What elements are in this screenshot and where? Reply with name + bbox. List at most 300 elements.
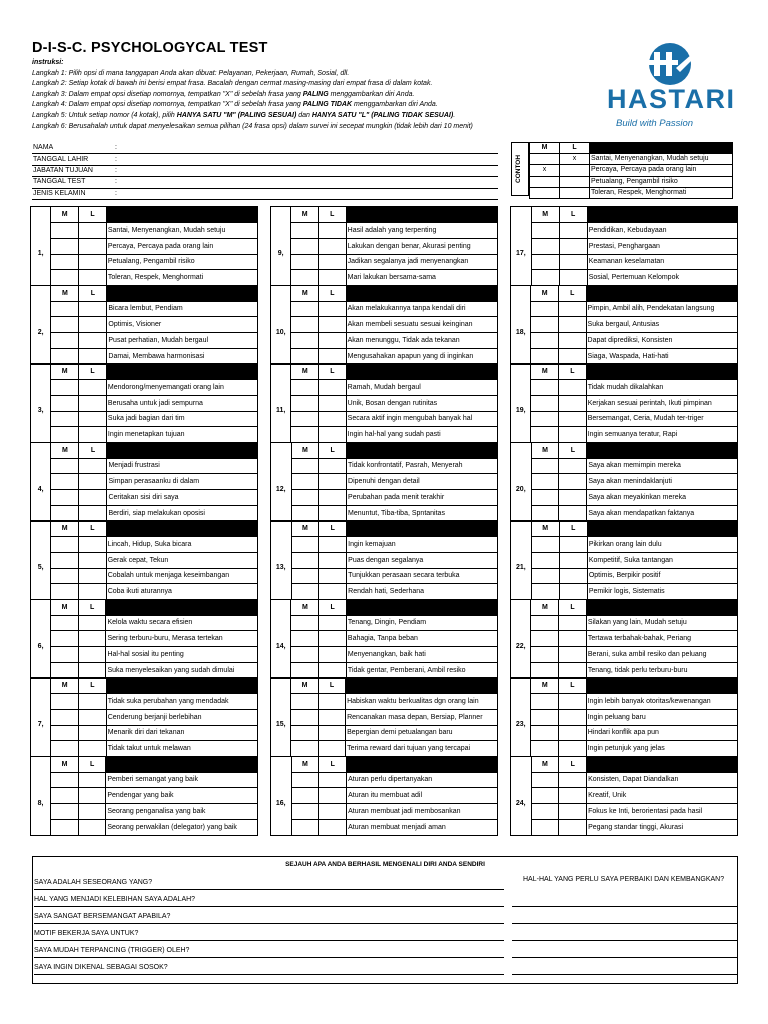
most-checkbox[interactable] bbox=[51, 348, 79, 364]
group-head-m: M bbox=[531, 442, 559, 458]
most-checkbox[interactable] bbox=[531, 568, 559, 584]
reflection-question[interactable]: HAL YANG MENJADI KELEBIHAN SAYA ADALAH? bbox=[34, 891, 504, 907]
least-checkbox[interactable] bbox=[319, 395, 347, 411]
least-checkbox[interactable] bbox=[319, 584, 347, 600]
most-checkbox[interactable] bbox=[531, 694, 559, 710]
least-checkbox[interactable] bbox=[78, 804, 106, 820]
least-checkbox[interactable] bbox=[559, 804, 587, 820]
least-checkbox[interactable] bbox=[559, 238, 587, 254]
least-checkbox[interactable] bbox=[78, 772, 106, 788]
group-head-m: M bbox=[531, 756, 559, 772]
group-header-row bbox=[511, 521, 738, 537]
improvement-line[interactable] bbox=[512, 891, 737, 907]
most-checkbox[interactable] bbox=[531, 254, 559, 270]
option-phrase: Keamanan keselamatan bbox=[587, 254, 737, 270]
group-number-head bbox=[271, 599, 291, 615]
most-checkbox[interactable] bbox=[51, 505, 79, 521]
least-checkbox[interactable] bbox=[559, 411, 587, 427]
most-checkbox[interactable] bbox=[531, 223, 559, 239]
option-phrase: Toleran, Respek, Menghormati bbox=[106, 270, 257, 286]
least-checkbox[interactable] bbox=[559, 568, 587, 584]
least-checkbox[interactable] bbox=[319, 505, 347, 521]
least-checkbox[interactable] bbox=[319, 317, 347, 333]
option-row bbox=[511, 709, 738, 725]
identity-row bbox=[32, 165, 498, 176]
least-checkbox[interactable] bbox=[318, 741, 345, 757]
most-checkbox[interactable] bbox=[51, 254, 79, 270]
least-checkbox[interactable] bbox=[319, 819, 347, 835]
most-checkbox[interactable] bbox=[51, 584, 79, 600]
most-checkbox[interactable] bbox=[291, 270, 319, 286]
most-checkbox[interactable] bbox=[291, 788, 319, 804]
identity-input[interactable] bbox=[126, 143, 498, 154]
option-phrase: Optimis, Berpikir positif bbox=[587, 568, 737, 584]
question-group bbox=[270, 520, 498, 600]
most-checkbox[interactable] bbox=[291, 474, 319, 490]
option-phrase: Aturan itu membuat adil bbox=[347, 788, 498, 804]
most-checkbox[interactable] bbox=[291, 631, 319, 647]
most-checkbox[interactable] bbox=[531, 615, 559, 631]
least-checkbox[interactable] bbox=[559, 395, 587, 411]
group-header-row bbox=[511, 599, 738, 615]
most-checkbox[interactable] bbox=[291, 819, 319, 835]
group-number-head bbox=[511, 364, 531, 380]
least-checkbox[interactable] bbox=[559, 772, 587, 788]
least-checkbox[interactable] bbox=[79, 395, 107, 411]
least-checkbox[interactable] bbox=[559, 788, 587, 804]
least-checkbox[interactable] bbox=[319, 662, 347, 678]
group-head-m: M bbox=[291, 599, 319, 615]
least-checkbox[interactable] bbox=[559, 317, 587, 333]
option-phrase: Suka jadi bagian dari tim bbox=[106, 411, 257, 427]
most-checkbox[interactable] bbox=[531, 348, 559, 364]
least-checkbox[interactable] bbox=[318, 223, 346, 239]
most-checkbox[interactable] bbox=[531, 411, 559, 427]
most-checkbox[interactable] bbox=[531, 270, 559, 286]
most-checkbox[interactable] bbox=[291, 804, 319, 820]
most-checkbox[interactable] bbox=[291, 568, 319, 584]
reflection-question[interactable]: SAYA MUDAH TERPANCING (TRIGGER) OLEH? bbox=[34, 942, 504, 958]
option-row bbox=[31, 725, 258, 741]
most-checkbox[interactable] bbox=[291, 238, 319, 254]
option-phrase: Tidak takut untuk melawan bbox=[106, 741, 257, 757]
option-phrase: Saya akan meyakinkan mereka bbox=[587, 490, 738, 506]
most-checkbox[interactable] bbox=[291, 427, 319, 443]
group-head-l: L bbox=[319, 521, 347, 537]
most-checkbox[interactable] bbox=[51, 490, 79, 506]
least-checkbox[interactable] bbox=[559, 725, 587, 741]
most-checkbox[interactable] bbox=[531, 804, 559, 820]
least-checkbox[interactable] bbox=[79, 301, 107, 317]
least-checkbox[interactable] bbox=[319, 552, 347, 568]
identity-input[interactable] bbox=[126, 165, 498, 176]
most-checkbox[interactable] bbox=[291, 584, 319, 600]
least-checkbox[interactable] bbox=[318, 709, 345, 725]
identity-separator: : bbox=[114, 143, 126, 154]
least-checkbox[interactable] bbox=[559, 301, 587, 317]
least-checkbox[interactable] bbox=[559, 270, 587, 286]
question-group bbox=[30, 756, 258, 836]
option-phrase: Secara aktif ingin mengubah banyak hal bbox=[346, 411, 497, 427]
most-checkbox[interactable] bbox=[51, 411, 79, 427]
group-number-head bbox=[511, 756, 532, 772]
group-header-row bbox=[31, 756, 258, 772]
most-checkbox[interactable] bbox=[51, 568, 79, 584]
option-row bbox=[511, 458, 738, 474]
option-row bbox=[31, 772, 258, 788]
least-checkbox[interactable] bbox=[319, 788, 347, 804]
option-phrase: Optimis, Visioner bbox=[107, 317, 258, 333]
least-checkbox[interactable] bbox=[559, 819, 587, 835]
most-checkbox[interactable] bbox=[51, 694, 79, 710]
most-checkbox[interactable] bbox=[531, 741, 559, 757]
least-checkbox[interactable] bbox=[319, 333, 347, 349]
most-checkbox[interactable] bbox=[51, 772, 79, 788]
least-checkbox[interactable] bbox=[559, 709, 587, 725]
option-row bbox=[271, 694, 498, 710]
least-checkbox[interactable] bbox=[79, 568, 107, 584]
improvement-line[interactable] bbox=[512, 959, 737, 975]
improvement-line[interactable] bbox=[512, 908, 737, 924]
least-checkbox[interactable] bbox=[318, 725, 345, 741]
most-checkbox[interactable] bbox=[291, 411, 319, 427]
option-row bbox=[511, 333, 738, 349]
least-checkbox[interactable] bbox=[559, 458, 587, 474]
most-checkbox[interactable] bbox=[51, 552, 79, 568]
instruction-line: Langkah 5: Untuk setiap nomor (4 kotak), pilih HANYA SATU "M" (PALING SESUAI) dan HANYA SATU "L" (PALING TIDAK SESUAI). bbox=[32, 111, 456, 119]
instruction-line: Langkah 3: Dalam empat opsi disetiap nomornya, tempatkan "X" di sebelah frasa yang PALING menggambarkan diri Anda. bbox=[32, 90, 415, 98]
option-phrase: Hindari konflik apa pun bbox=[586, 725, 737, 741]
improvement-line[interactable] bbox=[512, 942, 737, 958]
option-phrase: Ingin semuanya teratur, Rapi bbox=[586, 427, 737, 443]
most-checkbox[interactable] bbox=[291, 223, 319, 239]
least-checkbox[interactable] bbox=[79, 333, 107, 349]
least-checkbox[interactable] bbox=[78, 647, 106, 663]
question-group bbox=[270, 756, 498, 836]
least-checkbox[interactable] bbox=[79, 427, 107, 443]
most-checkbox[interactable] bbox=[531, 788, 559, 804]
least-checkbox[interactable] bbox=[559, 380, 587, 396]
least-checkbox[interactable] bbox=[79, 490, 107, 506]
least-checkbox[interactable] bbox=[318, 238, 346, 254]
most-checkbox[interactable] bbox=[51, 270, 79, 286]
most-checkbox[interactable] bbox=[531, 427, 559, 443]
option-row bbox=[271, 317, 498, 333]
least-checkbox[interactable] bbox=[319, 615, 347, 631]
most-checkbox[interactable] bbox=[291, 725, 318, 741]
most-checkbox[interactable] bbox=[51, 301, 79, 317]
instruction-line: Langkah 6: Berusahalah untuk dapat menyelesaikan semua pilihan (24 frasa opsi) dalam survei ini secepat mungkin (tidak lebih dari 10 menit) bbox=[32, 122, 473, 130]
option-phrase: Konsisten, Dapat Diandalkan bbox=[587, 772, 738, 788]
most-checkbox[interactable] bbox=[291, 380, 319, 396]
question-group bbox=[510, 520, 738, 600]
group-head-l: L bbox=[78, 599, 106, 615]
most-checkbox[interactable] bbox=[51, 395, 79, 411]
most-checkbox[interactable] bbox=[51, 317, 79, 333]
most-checkbox[interactable] bbox=[531, 772, 559, 788]
option-phrase: Habiskan waktu berkualitas dgn orang lain bbox=[346, 694, 498, 710]
most-checkbox[interactable] bbox=[291, 772, 319, 788]
most-checkbox[interactable] bbox=[291, 254, 319, 270]
least-checkbox[interactable] bbox=[79, 474, 107, 490]
improvement-line[interactable] bbox=[512, 925, 737, 941]
most-checkbox[interactable] bbox=[51, 662, 79, 678]
group-head-bar bbox=[347, 442, 498, 458]
example-phrase: Santai, Menyenangkan, Mudah setuju bbox=[590, 154, 733, 165]
most-checkbox[interactable] bbox=[291, 647, 319, 663]
most-checkbox[interactable] bbox=[51, 333, 79, 349]
group-number: 16, bbox=[271, 772, 292, 835]
least-checkbox[interactable] bbox=[78, 819, 106, 835]
most-checkbox[interactable] bbox=[291, 694, 318, 710]
option-row bbox=[271, 395, 498, 411]
question-group bbox=[510, 756, 738, 836]
least-checkbox[interactable] bbox=[79, 458, 107, 474]
group-header-row bbox=[31, 521, 258, 537]
option-phrase: Pegang standar tinggi, Akurasi bbox=[587, 819, 738, 835]
most-checkbox[interactable] bbox=[51, 238, 79, 254]
least-checkbox[interactable] bbox=[559, 348, 587, 364]
least-checkbox[interactable] bbox=[319, 427, 347, 443]
most-checkbox[interactable] bbox=[51, 458, 79, 474]
most-checkbox[interactable] bbox=[531, 395, 559, 411]
least-checkbox[interactable] bbox=[78, 788, 106, 804]
least-checkbox[interactable] bbox=[319, 631, 347, 647]
example-row bbox=[530, 187, 733, 198]
least-checkbox[interactable] bbox=[559, 333, 587, 349]
group-number: 22, bbox=[511, 615, 531, 678]
example-head-l: L bbox=[560, 143, 590, 154]
most-checkbox[interactable] bbox=[531, 552, 559, 568]
example-table bbox=[529, 142, 733, 199]
least-checkbox[interactable] bbox=[559, 631, 587, 647]
most-checkbox[interactable] bbox=[51, 380, 79, 396]
improvement-header: HAL-HAL YANG PERLU SAYA PERBAIKI DAN KEMBANGKAN? bbox=[523, 876, 725, 883]
least-checkbox[interactable] bbox=[559, 694, 587, 710]
group-head-m: M bbox=[51, 207, 79, 223]
least-checkbox[interactable] bbox=[79, 254, 107, 270]
most-checkbox[interactable] bbox=[291, 709, 318, 725]
most-checkbox[interactable] bbox=[531, 490, 559, 506]
least-checkbox[interactable] bbox=[319, 380, 347, 396]
least-checkbox[interactable] bbox=[559, 615, 587, 631]
option-row bbox=[271, 380, 498, 396]
option-phrase: Menuntut, Tiba-tiba, Spntanitas bbox=[347, 505, 498, 521]
most-checkbox[interactable] bbox=[51, 427, 79, 443]
most-checkbox[interactable] bbox=[531, 709, 559, 725]
option-row bbox=[271, 505, 498, 521]
least-checkbox[interactable] bbox=[79, 348, 107, 364]
option-phrase: Unik, Bosan dengan rutinitas bbox=[346, 395, 497, 411]
most-checkbox[interactable] bbox=[531, 584, 559, 600]
most-checkbox[interactable] bbox=[291, 490, 319, 506]
most-checkbox[interactable] bbox=[291, 662, 319, 678]
least-checkbox[interactable] bbox=[79, 537, 107, 553]
group-head-m: M bbox=[291, 285, 319, 301]
most-checkbox[interactable] bbox=[291, 333, 319, 349]
option-phrase: Prestasi, Penghargaan bbox=[587, 238, 737, 254]
least-checkbox[interactable] bbox=[319, 568, 347, 584]
most-checkbox[interactable] bbox=[291, 458, 319, 474]
reflection-question[interactable]: MOTIF BEKERJA SAYA UNTUK? bbox=[34, 925, 504, 941]
group-number: 1, bbox=[31, 223, 51, 286]
option-phrase: Pusat perhatian, Mudah bergaul bbox=[107, 333, 258, 349]
option-row bbox=[511, 411, 738, 427]
example-mark-l bbox=[560, 165, 590, 176]
least-checkbox[interactable] bbox=[559, 662, 587, 678]
group-header-row bbox=[31, 207, 258, 223]
example-phrase: Toleran, Respek, Menghormati bbox=[590, 187, 733, 198]
reflection-question[interactable]: SAYA ADALAH SESEORANG YANG? bbox=[34, 874, 504, 890]
least-checkbox[interactable] bbox=[79, 694, 107, 710]
question-group bbox=[30, 599, 258, 679]
least-checkbox[interactable] bbox=[319, 804, 347, 820]
least-checkbox[interactable] bbox=[79, 725, 107, 741]
least-checkbox[interactable] bbox=[78, 631, 106, 647]
most-checkbox[interactable] bbox=[531, 537, 559, 553]
option-row bbox=[31, 458, 258, 474]
most-checkbox[interactable] bbox=[291, 317, 319, 333]
least-checkbox[interactable] bbox=[79, 238, 107, 254]
least-checkbox[interactable] bbox=[79, 270, 107, 286]
most-checkbox[interactable] bbox=[291, 741, 318, 757]
option-row bbox=[511, 427, 738, 443]
least-checkbox[interactable] bbox=[79, 741, 107, 757]
least-checkbox[interactable] bbox=[318, 254, 346, 270]
group-head-m: M bbox=[291, 207, 319, 223]
least-checkbox[interactable] bbox=[79, 411, 107, 427]
most-checkbox[interactable] bbox=[531, 647, 559, 663]
least-checkbox[interactable] bbox=[319, 474, 347, 490]
most-checkbox[interactable] bbox=[51, 474, 79, 490]
most-checkbox[interactable] bbox=[51, 615, 79, 631]
option-phrase: Dipenuhi dengan detail bbox=[347, 474, 498, 490]
most-checkbox[interactable] bbox=[291, 537, 319, 553]
least-checkbox[interactable] bbox=[319, 537, 347, 553]
least-checkbox[interactable] bbox=[79, 552, 107, 568]
least-checkbox[interactable] bbox=[559, 254, 587, 270]
most-checkbox[interactable] bbox=[531, 631, 559, 647]
reflection-question[interactable]: SAYA INGIN DIKENAL SEBAGAI SOSOK? bbox=[34, 959, 504, 975]
least-checkbox[interactable] bbox=[559, 490, 587, 506]
group-head-m: M bbox=[291, 442, 319, 458]
option-row bbox=[31, 505, 258, 521]
group-head-bar bbox=[107, 285, 258, 301]
question-group bbox=[510, 206, 738, 286]
option-phrase: Gerak cepat, Tekun bbox=[106, 552, 257, 568]
most-checkbox[interactable] bbox=[531, 458, 559, 474]
group-header-row bbox=[31, 599, 258, 615]
least-checkbox[interactable] bbox=[559, 537, 587, 553]
least-checkbox[interactable] bbox=[78, 615, 106, 631]
identity-input[interactable] bbox=[126, 188, 498, 199]
least-checkbox[interactable] bbox=[559, 427, 587, 443]
most-checkbox[interactable] bbox=[51, 725, 79, 741]
most-checkbox[interactable] bbox=[531, 380, 559, 396]
option-row bbox=[511, 223, 738, 239]
most-checkbox[interactable] bbox=[531, 819, 559, 835]
least-checkbox[interactable] bbox=[559, 584, 587, 600]
most-checkbox[interactable] bbox=[291, 301, 319, 317]
least-checkbox[interactable] bbox=[78, 662, 106, 678]
group-header-row bbox=[271, 285, 498, 301]
most-checkbox[interactable] bbox=[51, 631, 79, 647]
least-checkbox[interactable] bbox=[559, 552, 587, 568]
least-checkbox[interactable] bbox=[318, 270, 346, 286]
most-checkbox[interactable] bbox=[51, 741, 79, 757]
least-checkbox[interactable] bbox=[319, 490, 347, 506]
least-checkbox[interactable] bbox=[559, 474, 587, 490]
most-checkbox[interactable] bbox=[531, 238, 559, 254]
group-head-bar bbox=[587, 442, 738, 458]
group-header-row bbox=[31, 285, 258, 301]
most-checkbox[interactable] bbox=[291, 348, 319, 364]
most-checkbox[interactable] bbox=[291, 395, 319, 411]
most-checkbox[interactable] bbox=[51, 647, 79, 663]
most-checkbox[interactable] bbox=[51, 788, 79, 804]
group-number-head bbox=[271, 756, 292, 772]
most-checkbox[interactable] bbox=[51, 537, 79, 553]
option-phrase: Mendorong/menyemangati orang lain bbox=[106, 380, 257, 396]
least-checkbox[interactable] bbox=[559, 647, 587, 663]
group-header-row bbox=[271, 521, 498, 537]
most-checkbox[interactable] bbox=[291, 552, 319, 568]
least-checkbox[interactable] bbox=[319, 772, 347, 788]
least-checkbox[interactable] bbox=[319, 458, 347, 474]
least-checkbox[interactable] bbox=[319, 411, 347, 427]
option-row bbox=[271, 427, 498, 443]
most-checkbox[interactable] bbox=[51, 709, 79, 725]
least-checkbox[interactable] bbox=[79, 223, 107, 239]
least-checkbox[interactable] bbox=[559, 223, 587, 239]
most-checkbox[interactable] bbox=[531, 474, 559, 490]
most-checkbox[interactable] bbox=[291, 505, 319, 521]
most-checkbox[interactable] bbox=[291, 615, 319, 631]
least-checkbox[interactable] bbox=[79, 584, 107, 600]
least-checkbox[interactable] bbox=[318, 694, 345, 710]
most-checkbox[interactable] bbox=[531, 662, 559, 678]
most-checkbox[interactable] bbox=[531, 725, 559, 741]
most-checkbox[interactable] bbox=[531, 505, 559, 521]
option-row bbox=[31, 788, 258, 804]
most-checkbox[interactable] bbox=[531, 317, 559, 333]
least-checkbox[interactable] bbox=[319, 301, 347, 317]
least-checkbox[interactable] bbox=[79, 317, 107, 333]
option-row bbox=[271, 474, 498, 490]
most-checkbox[interactable] bbox=[51, 819, 79, 835]
least-checkbox[interactable] bbox=[79, 709, 107, 725]
least-checkbox[interactable] bbox=[559, 505, 587, 521]
option-phrase: Saya akan mendapatkan faktanya bbox=[587, 505, 738, 521]
most-checkbox[interactable] bbox=[51, 223, 79, 239]
least-checkbox[interactable] bbox=[79, 380, 107, 396]
group-number-head bbox=[511, 521, 532, 537]
least-checkbox[interactable] bbox=[319, 348, 347, 364]
most-checkbox[interactable] bbox=[531, 333, 559, 349]
reflection-question[interactable]: SAYA SANGAT BERSEMANGAT APABILA? bbox=[34, 908, 504, 924]
least-checkbox[interactable] bbox=[319, 647, 347, 663]
group-number: 10, bbox=[271, 301, 291, 364]
option-row bbox=[271, 333, 498, 349]
group-number: 15, bbox=[271, 694, 291, 757]
least-checkbox[interactable] bbox=[79, 505, 107, 521]
most-checkbox[interactable] bbox=[531, 301, 559, 317]
option-phrase: Suka menyelesaikan yang sudah dimulai bbox=[106, 662, 258, 678]
least-checkbox[interactable] bbox=[559, 741, 587, 757]
identity-input[interactable] bbox=[126, 154, 498, 165]
most-checkbox[interactable] bbox=[51, 804, 79, 820]
identity-input[interactable] bbox=[126, 177, 498, 188]
